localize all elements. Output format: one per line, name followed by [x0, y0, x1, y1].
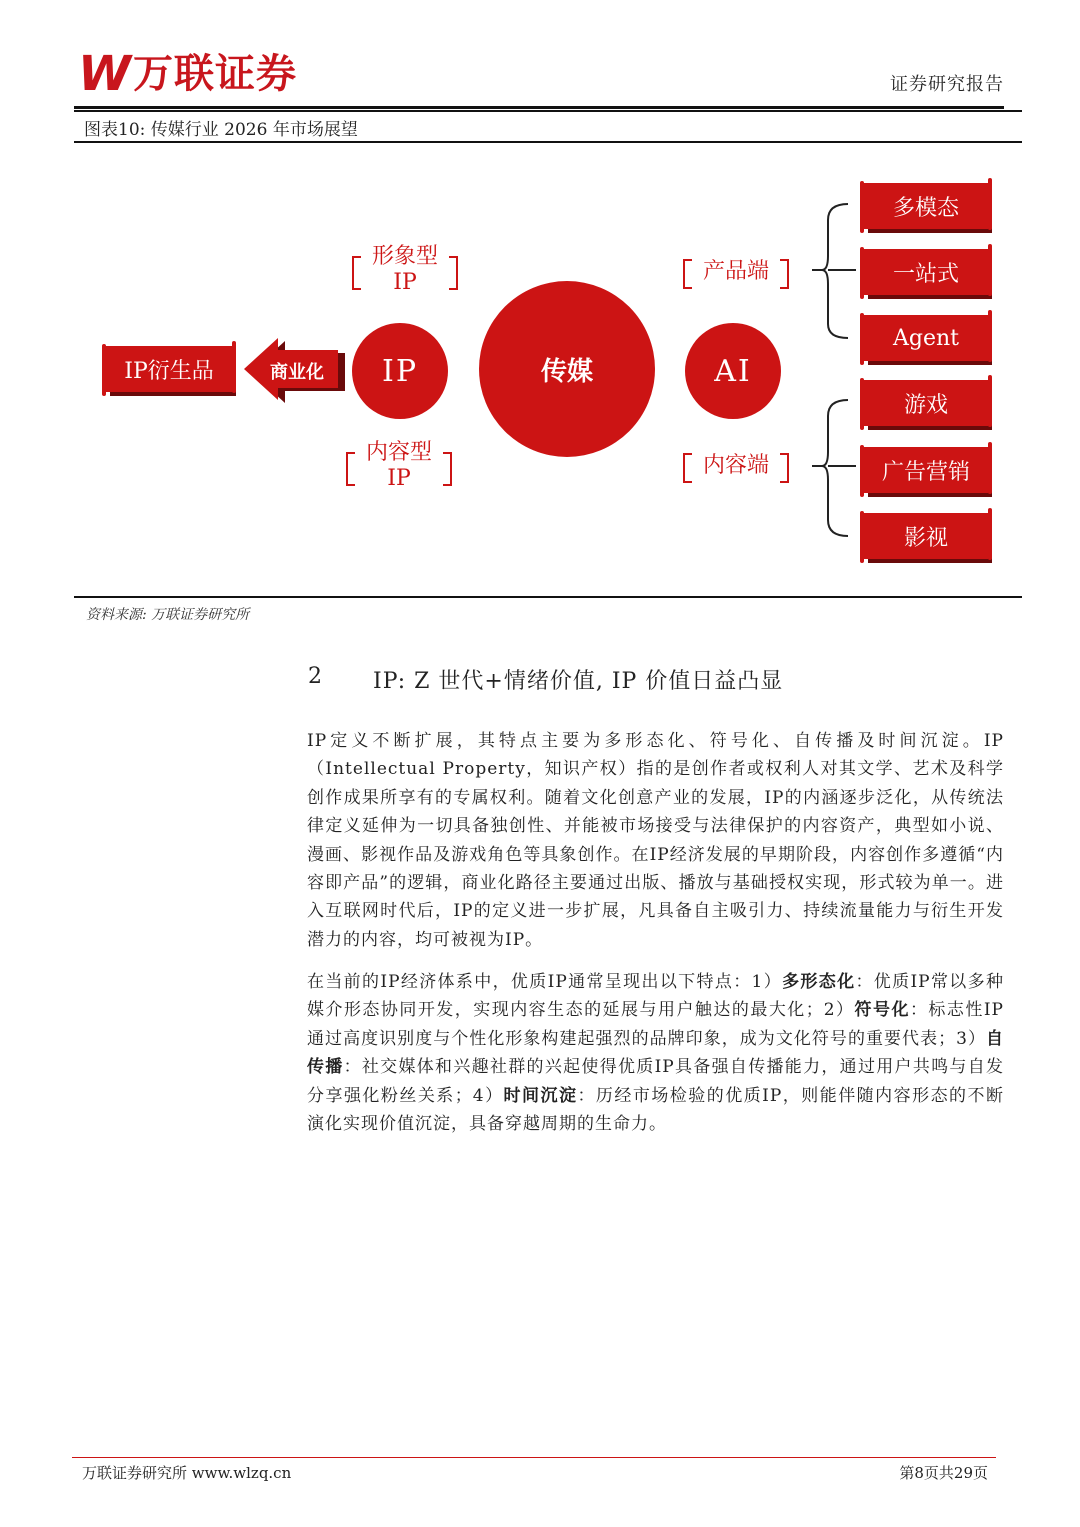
footer-divider	[72, 1457, 996, 1458]
content-end-label	[683, 453, 789, 479]
tag-film-tv-label: 影视	[903, 525, 948, 551]
ai-circle	[685, 323, 781, 419]
p2-text-4: ：历经市场检验的优质IP，则能伴随内容形态的不断演化实现价值沉淀，具备穿越周期的生命力。	[307, 1085, 1004, 1135]
product-end-text: 产品端	[702, 259, 769, 284]
p2-keyword-2: 符号化	[854, 1000, 910, 1021]
content-ip-line2: IP	[387, 466, 411, 491]
p2-keyword-4: 时间沉淀	[503, 1085, 578, 1106]
p2-text-1: ：优质IP常以多种媒介形态协同开发，实现内容生态的延展与用户触达的最大化；2）	[307, 972, 1004, 1021]
tag-ad-marketing-label: 广告营销	[881, 459, 970, 485]
image-ip-line1: 形象型	[371, 244, 438, 269]
tag-ad-marketing	[864, 447, 988, 493]
footer-institution: 万联证券研究所 www.wlzq.cn	[82, 1464, 292, 1482]
tag-one-stop-label: 一站式	[892, 261, 959, 287]
logo-mark: W	[78, 46, 127, 102]
tag-ip-derivative	[106, 346, 232, 392]
figure-caption-rule	[74, 141, 1022, 143]
image-ip-line2: IP	[393, 270, 417, 295]
report-type: 证券研究报告	[890, 74, 1004, 95]
tag-games-label: 游戏	[903, 392, 948, 418]
content-ip-label	[346, 440, 452, 492]
p2-keyword-1: 多形态化	[782, 972, 856, 992]
section-title: IP: Z 世代+情绪价值, IP 价值日益凸显	[373, 669, 784, 694]
image-ip-label	[352, 244, 458, 296]
product-end-label	[683, 259, 789, 285]
media-circle-label: 传媒	[540, 356, 593, 387]
content-end-text: 内容端	[702, 453, 769, 478]
header-divider	[74, 106, 1004, 109]
media-circle	[479, 281, 655, 457]
p2-text-2: ：标志性IP通过高度识别度与个性化形象构建起强烈的品牌印象，成为文化符号的重要代表；3）	[307, 1000, 1004, 1049]
ip-circle-label: IP	[381, 353, 419, 389]
content-ip-line1: 内容型	[365, 440, 432, 465]
tag-one-stop	[864, 249, 988, 295]
paragraph-ip-features	[307, 968, 1004, 1138]
ai-circle-label: AI	[714, 353, 752, 389]
tag-multimodal-label: 多模态	[892, 195, 959, 221]
commercialize-label: 商业化	[270, 362, 324, 383]
company-logo	[78, 46, 297, 102]
tag-agent-label: Agent	[893, 325, 959, 351]
tag-film-tv	[864, 513, 988, 559]
tag-games	[864, 380, 988, 426]
paragraph-ip-definition: IP定义不断扩展，其特点主要为多形态化、符号化、自传播及时间沉淀。IP（Intellectual Property，知识产权）指的是创作者或权利人对其文学、艺术及科学创作成果所享有的专属权利。随着文化创意产业的发展，IP的内涵逐步泛化，从传统法律定义延伸为一切具备独创性、并能被市场接受与法律保护的内容资产，典型如小说、漫画、影视作品及游戏角色等具象创作。在IP经济发展的早期阶段，内容创作多遵循“内容即产品”的逻辑，商业化路径主要通过出版、播放与基础授权实现，形式较为单一。进入互联网时代后，IP的定义进一步扩展，凡具备自主吸引力、持续流量能力与衍生开发潜力的内容，均可被视为IP。	[307, 731, 1004, 950]
tag-agent	[864, 315, 988, 361]
logo-text: 万联证券	[132, 51, 297, 97]
figure-top-rule	[74, 110, 1022, 112]
tag-ip-derivative-label: IP衍生品	[124, 358, 214, 384]
page-number: 第8页共29页	[899, 1464, 988, 1482]
figure-source: 资料来源: 万联证券研究所	[86, 607, 250, 623]
tag-multimodal	[864, 183, 988, 229]
figure-bottom-rule	[74, 596, 1022, 598]
figure-caption: 图表10: 传媒行业 2026 年市场展望	[84, 120, 358, 140]
p2-keyword-3: 自传播	[307, 1028, 1004, 1078]
branch-connectors	[808, 196, 864, 546]
ip-circle	[352, 323, 448, 419]
p2-intro: 在当前的IP经济体系中，优质IP通常呈现出以下特点：1）	[307, 972, 783, 992]
p2-text-3: ：社交媒体和兴趣社群的兴起使得优质IP具备强自传播能力，通过用户共鸣与自发分享强化粉丝关系；4）	[307, 1057, 1005, 1106]
section-number: 2	[308, 664, 322, 689]
